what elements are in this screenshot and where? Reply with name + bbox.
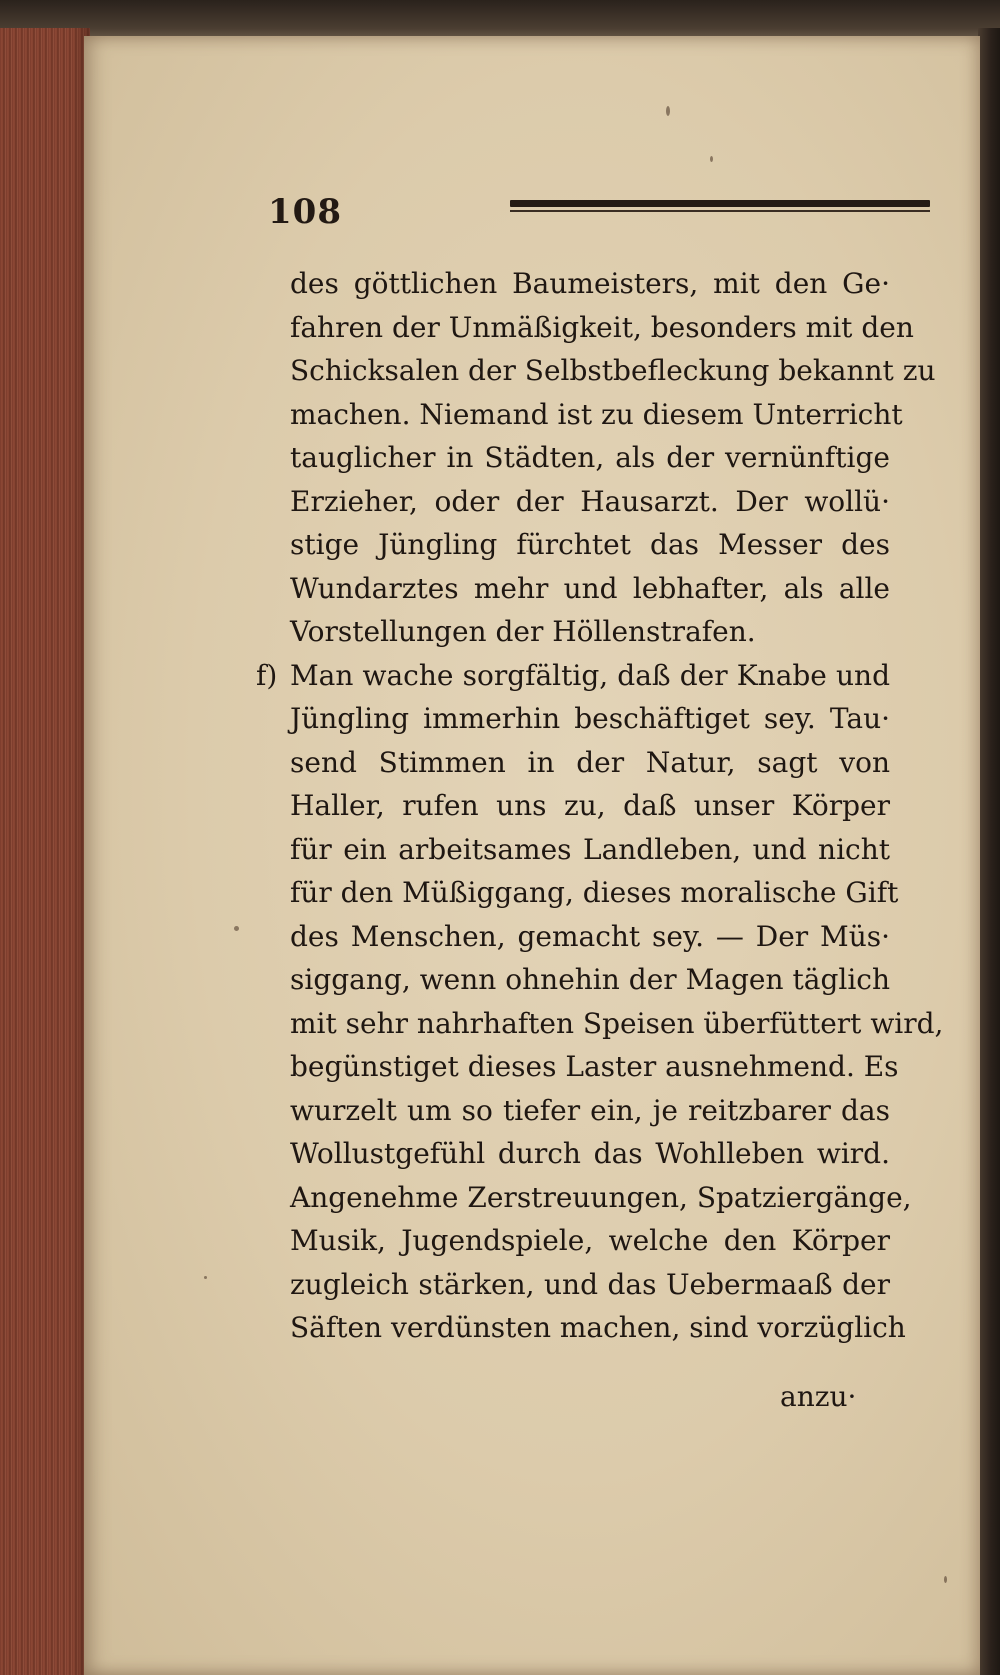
item-f-first-line: [256, 654, 890, 698]
paper-speck: [234, 926, 239, 931]
text-line: Man wache sorgfältig, daß der Knabe und: [290, 658, 890, 692]
text-line: stige Jüngling fürchtet das Messer des: [290, 528, 890, 561]
page-number: 108: [268, 192, 342, 232]
text-line: Jüngling immerhin beschäftiget sey. Tau·: [290, 702, 890, 735]
text-line: für ein arbeitsames Landleben, und nicht: [290, 832, 890, 866]
text-line: wurzelt um so tiefer ein, je reitzbarer das: [290, 1093, 890, 1127]
header-ornament-rule: [510, 200, 930, 212]
book-page-edges: [0, 28, 90, 1675]
paper-speck: [666, 106, 670, 116]
paper-speck: [944, 1576, 947, 1583]
text-line: des Menschen, gemacht sey. — Der Müs·: [290, 919, 890, 953]
text-line: Vorstellungen der Höllenstrafen.: [290, 615, 756, 648]
text-line: für den Müßiggang, dieses moralische Gift: [290, 876, 899, 909]
text-line: Schicksalen der Selbstbefleckung bekannt zu: [290, 354, 936, 387]
catchword: anzu·: [780, 1380, 857, 1413]
text-line: Haller, rufen uns zu, daß unser Körper: [290, 789, 890, 822]
text-line: Säften verdünsten machen, sind vorzüglich: [290, 1311, 906, 1344]
text-line: Erzieher, oder der Hausarzt. Der wollü·: [290, 484, 890, 518]
text-line: machen. Niemand ist zu diesem Unterricht: [290, 397, 903, 431]
list-item-marker: f): [256, 658, 278, 692]
text-line: Angenehme Zerstreuungen, Spatziergänge,: [290, 1180, 912, 1214]
text-line: tauglicher in Städten, als der vernünftige: [290, 441, 890, 474]
text-line: send Stimmen in der Natur, sagt von: [290, 745, 890, 779]
text-line: Musik, Jugendspiele, welche den Körper: [290, 1224, 890, 1257]
text-line: Wollustgefühl durch das Wohlleben wird.: [290, 1137, 890, 1170]
paper-speck: [710, 156, 713, 162]
scan-top-border: [0, 0, 1000, 40]
text-line: des göttlichen Baumeisters, mit den Ge·: [290, 267, 890, 300]
text-line: mit sehr nahrhaften Speisen überfüttert wird,: [290, 1006, 944, 1040]
text-line: Wundarztes mehr und lebhafter, als alle: [290, 571, 890, 605]
text-line: fahren der Unmäßigkeit, besonders mit den: [290, 310, 914, 344]
text-line: siggang, wenn ohnehin der Magen täglich: [290, 963, 890, 996]
body-text: [256, 262, 944, 1350]
text-line: begünstiget dieses Laster ausnehmend. Es: [290, 1050, 899, 1083]
text-line: zugleich stärken, und das Uebermaaß der: [290, 1267, 890, 1301]
running-header: [268, 192, 888, 232]
book-right-edge: [978, 28, 1000, 1675]
paper-speck: [204, 1276, 207, 1279]
